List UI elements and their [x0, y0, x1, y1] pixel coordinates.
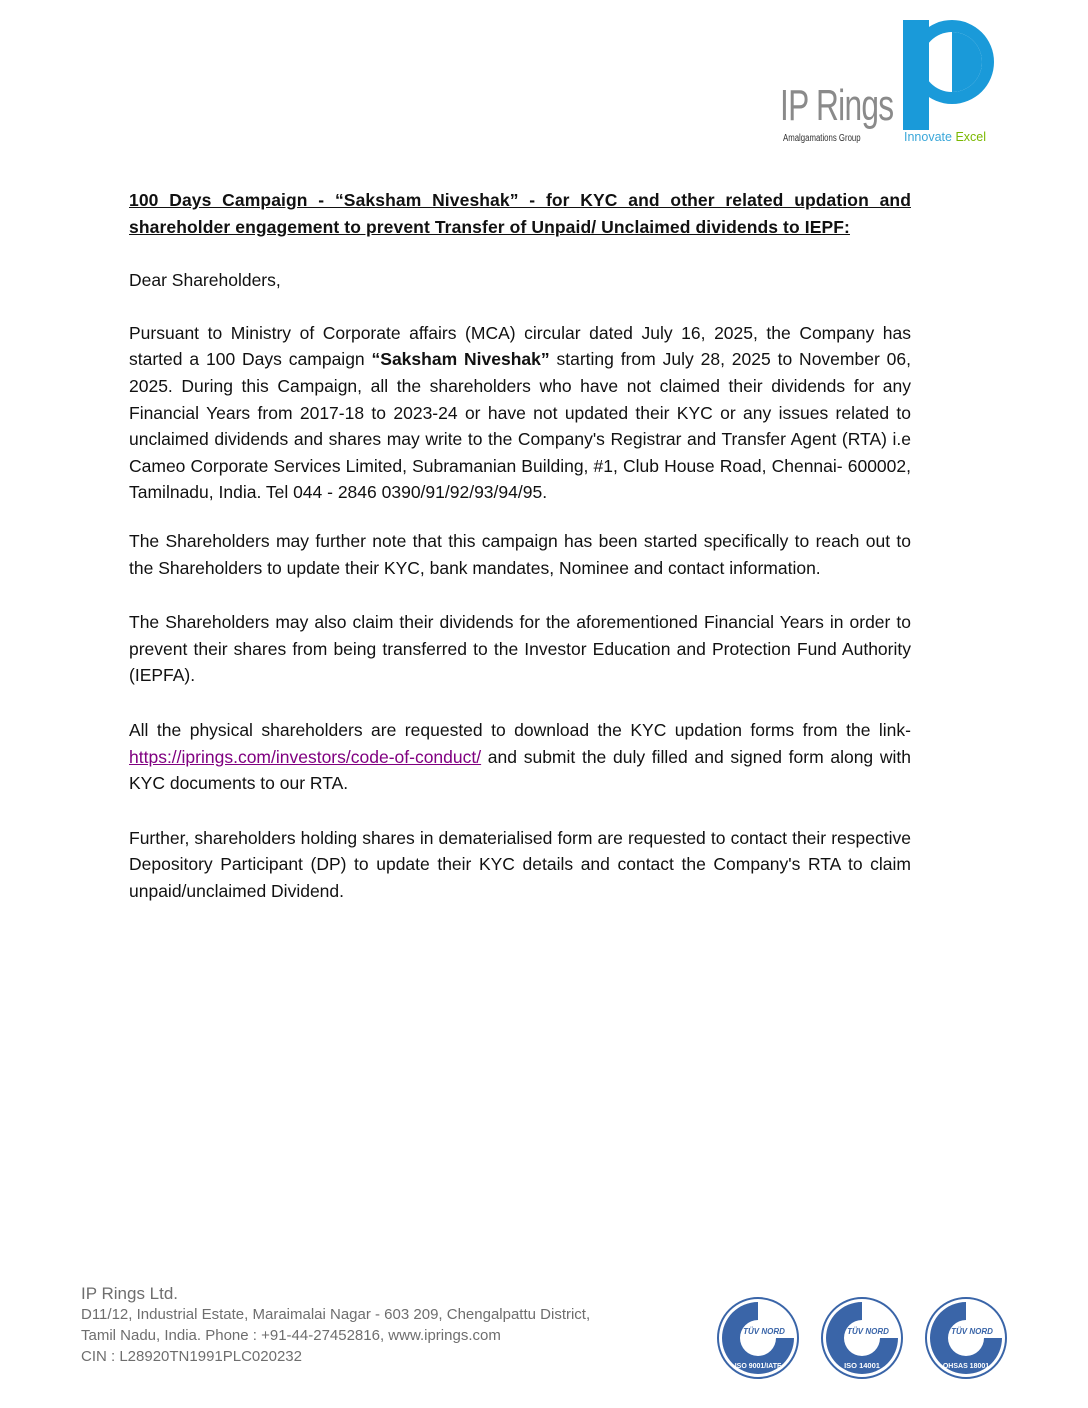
paragraph-campaign-details — [129, 320, 911, 506]
ip-rings-p-icon — [903, 20, 996, 130]
logo-tagline — [904, 130, 986, 144]
footer-address-line: Tamil Nadu, India. Phone : +91-44-27452816, www.iprings.com — [81, 1327, 501, 1344]
paragraph-text: Pursuant to Ministry of Corporate affairs (MCA) circular dated July 16, 2025, the Company has started a 100 Days campaign — [129, 322, 911, 370]
tuv-nord-iso-14001-badge-icon — [820, 1296, 904, 1380]
paragraph-physical-shareholders — [129, 717, 911, 797]
paragraph-text: All the physical shareholders are requested to download the KYC updation forms from the link- — [129, 719, 911, 740]
svg-text:ISO 14001: ISO 14001 — [844, 1361, 880, 1370]
svg-text:ISO 9001/IATF: ISO 9001/IATF — [734, 1363, 782, 1370]
svg-text:OHSAS 18001: OHSAS 18001 — [942, 1363, 990, 1370]
footer-cin: CIN : L28920TN1991PLC020232 — [81, 1348, 302, 1365]
company-logo — [780, 20, 1000, 145]
kyc-forms-link[interactable]: https://iprings.com/investors/code-of-conduct/ — [129, 746, 482, 767]
tagline-excel: Excel — [955, 130, 987, 144]
paragraph-text: and submit the duly filled and signed form along with KYC documents to our RTA. — [129, 746, 911, 794]
tagline-innovate: Innovate — [904, 130, 952, 144]
logo-group-name: Amalgamations Group — [783, 133, 861, 144]
svg-text:TÜV NORD: TÜV NORD — [743, 1327, 785, 1336]
svg-text:TÜV NORD: TÜV NORD — [847, 1327, 889, 1336]
logo-wordmark: IP Rings — [780, 81, 894, 130]
certification-badges — [716, 1296, 1016, 1376]
svg-text:TÜV NORD: TÜV NORD — [951, 1327, 993, 1336]
footer-address-block — [81, 1283, 590, 1367]
document-title: 100 Days Campaign - “Saksham Niveshak” - for KYC and other related updation and shareholder engagement to prevent Transfer of Unpaid/ Unclaimed dividends to IEPF: — [129, 190, 911, 237]
paragraph-campaign-purpose: The Shareholders may further note that this campaign has been started specifically to reach out to the Shareholders to update their KYC, bank mandates, Nominee and contact information. — [129, 530, 911, 578]
campaign-name: “Saksham Niveshak” — [371, 349, 550, 370]
footer-company-name: IP Rings Ltd. — [81, 1284, 179, 1303]
footer-address-line: D11/12, Industrial Estate, Maraimalai Nagar - 603 209, Chengalpattu District, — [81, 1306, 591, 1323]
paragraph-text: starting from July 28, 2025 to November 06, 2025. During this Campaign, all the shareholders who have not claimed their dividends for any Financial Years from 2017-18 to 2023-24 or have not updated their KYC or any issues related to unclaimed dividends and shares may write to the Company's Registrar and Transfer Agent (RTA) i.e Cameo Corporate Services Limited, Subramanian Building, #1, Club House Road, Chennai- 600002, Tamilnadu, India. Tel 044 - 2846 0390/91/92/93/94/95. — [129, 349, 911, 503]
document-body — [129, 187, 911, 904]
tuv-nord-ohsas-18001-badge-icon — [924, 1296, 1008, 1380]
paragraph-demat-shareholders: Further, shareholders holding shares in dematerialised form are requested to contact their respective Depository Participant (DP) to update their KYC details and contact the Company's RTA to claim unpaid/unclaimed Dividend. — [129, 827, 911, 901]
paragraph-claim-dividends: The Shareholders may also claim their dividends for the aforementioned Financial Years in order to prevent their shares from being transferred to the Investor Education and Protection Fund Authority (IEPFA). — [129, 612, 911, 686]
greeting: Dear Shareholders, — [129, 270, 281, 291]
tuv-nord-iso-9001-badge-icon — [716, 1296, 800, 1380]
